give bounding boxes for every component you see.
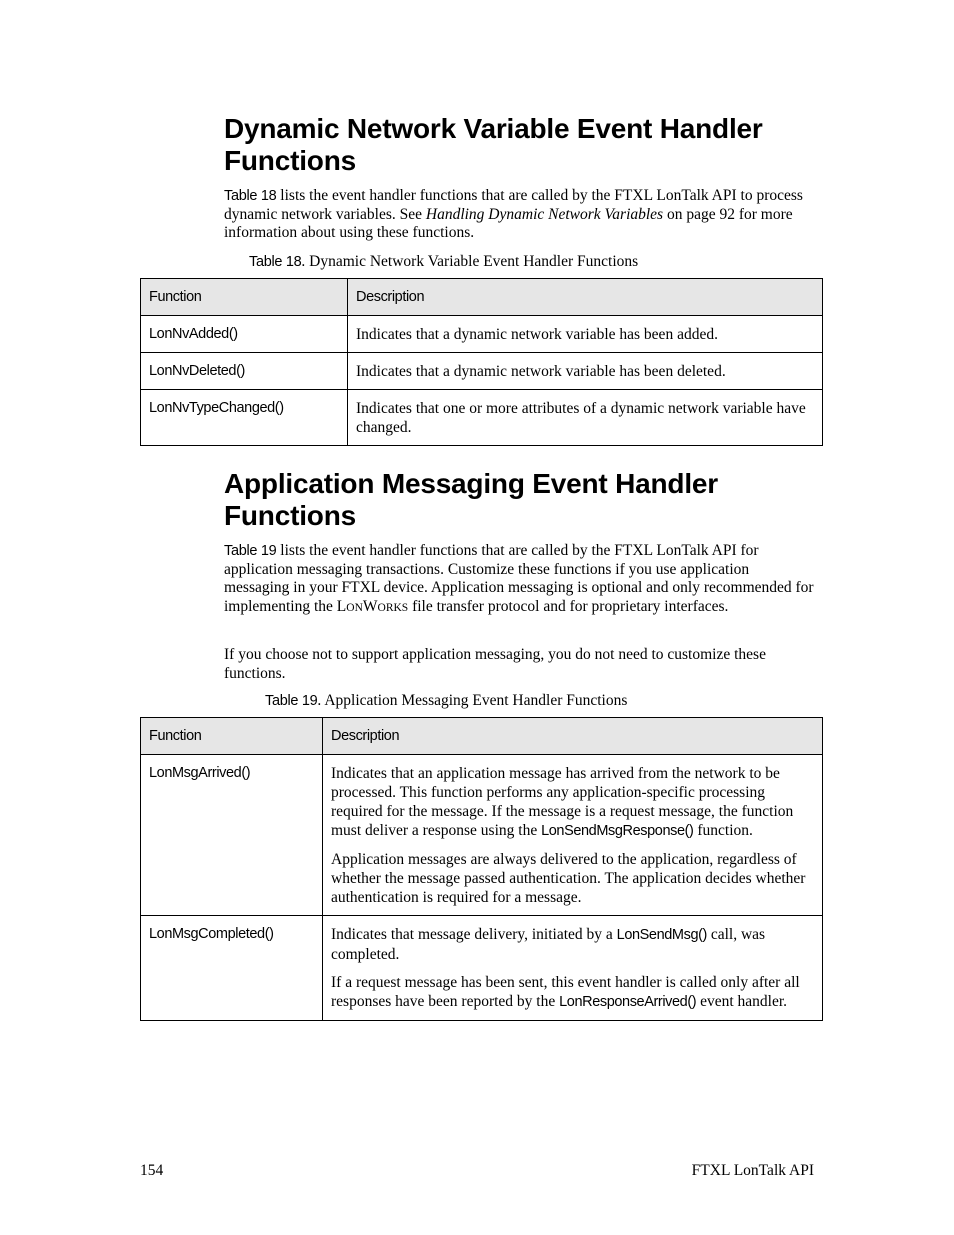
function-cell: LonMsgCompleted() — [141, 916, 323, 1021]
table-row — [141, 916, 823, 1021]
caption-text: . Application Messaging Event Handler Functions — [317, 692, 628, 709]
section2-intro — [224, 542, 816, 618]
page-number: 154 — [140, 1162, 164, 1179]
section-heading-dynamic-nv — [224, 113, 824, 177]
desc-text: call, was completed. — [331, 926, 766, 963]
desc-text: Indicates that message delivery, initiated by a — [331, 926, 617, 943]
description-para — [331, 973, 814, 1012]
function-ref: LonSendMsgResponse() — [541, 823, 694, 839]
description-para: Application messages are always delivered to the application, regardless of whether the message passed authentication. The application decides whether authentication is required for a message. — [331, 851, 806, 906]
heading-line: Dynamic Network Variable Event Handler — [224, 113, 763, 144]
table-row — [141, 755, 823, 916]
small-caps: ON — [346, 602, 363, 615]
table-ref[interactable]: Table 18 — [224, 188, 277, 204]
description-cell: Indicates that a dynamic network variable has been deleted. — [348, 353, 823, 390]
intro-text: lists the event handler functions that are called by the FTXL LonTalk API to process dynamic network variables. See — [224, 187, 803, 223]
table19-caption — [265, 692, 627, 710]
col-header-function: Function — [141, 718, 323, 755]
desc-text: function. — [693, 822, 753, 839]
description-cell — [323, 755, 823, 916]
intro-text: file transfer protocol and for proprietary interfaces. — [408, 598, 729, 616]
desc-text: Indicates that an application message has arrived from the network to be processed. This function performs any application-specific processing required for the message. If the message is a request message, the function must deliver a response using the — [331, 765, 794, 839]
intro-text: W — [362, 598, 378, 616]
section1-intro — [224, 187, 816, 243]
function-cell: LonNvAdded() — [141, 316, 348, 353]
caption-text: . Dynamic Network Variable Event Handler Functions — [301, 253, 639, 270]
caption-label: Table 19 — [265, 693, 318, 709]
intro-text: lists the event handler functions that are called by the FTXL LonTalk API for application messaging transactions. Customize these functions if you use application messaging in your FTXL device. Application messaging is optional and only recommended for implementing the L — [224, 542, 814, 616]
description-cell — [323, 916, 823, 1021]
function-cell: LonNvTypeChanged() — [141, 390, 348, 446]
intro-text: on page 92 for more information about using these functions. — [224, 205, 793, 242]
table-ref[interactable]: Table 19 — [224, 543, 277, 559]
description-para — [331, 925, 814, 964]
small-caps: ORKS — [377, 602, 409, 615]
cross-ref[interactable]: Handling Dynamic Network Variables — [425, 205, 664, 223]
heading-line: Functions — [224, 500, 356, 531]
section-heading-app-messaging — [224, 468, 824, 532]
table-row — [141, 316, 823, 353]
function-cell: LonMsgArrived() — [141, 755, 323, 916]
table-row — [141, 353, 823, 390]
function-ref: LonResponseArrived() — [559, 994, 697, 1010]
heading-line: Functions — [224, 145, 356, 176]
desc-text: event handler. — [696, 993, 788, 1010]
footer-doc-title: FTXL LonTalk API — [691, 1162, 814, 1179]
table-header-row — [141, 279, 823, 316]
col-header-description: Description — [323, 718, 823, 755]
description-cell: Indicates that a dynamic network variable has been added. — [348, 316, 823, 353]
description-cell: Indicates that one or more attributes of a dynamic network variable have changed. — [348, 390, 823, 446]
table19 — [140, 717, 823, 1021]
description-para — [331, 764, 814, 841]
col-header-description: Description — [348, 279, 823, 316]
table-row — [141, 390, 823, 446]
caption-label: Table 18 — [249, 254, 302, 270]
table-header-row — [141, 718, 823, 755]
col-header-function: Function — [141, 279, 348, 316]
heading-line: Application Messaging Event Handler — [224, 468, 718, 499]
table18-caption — [249, 253, 638, 271]
function-cell: LonNvDeleted() — [141, 353, 348, 390]
function-ref: LonSendMsg() — [616, 927, 707, 943]
section2-para2: If you choose not to support application messaging, you do not need to customize these functions. — [224, 646, 766, 682]
table18 — [140, 278, 823, 446]
desc-text: If a request message has been sent, this event handler is called only after all responses have been reported by the — [331, 974, 800, 1010]
